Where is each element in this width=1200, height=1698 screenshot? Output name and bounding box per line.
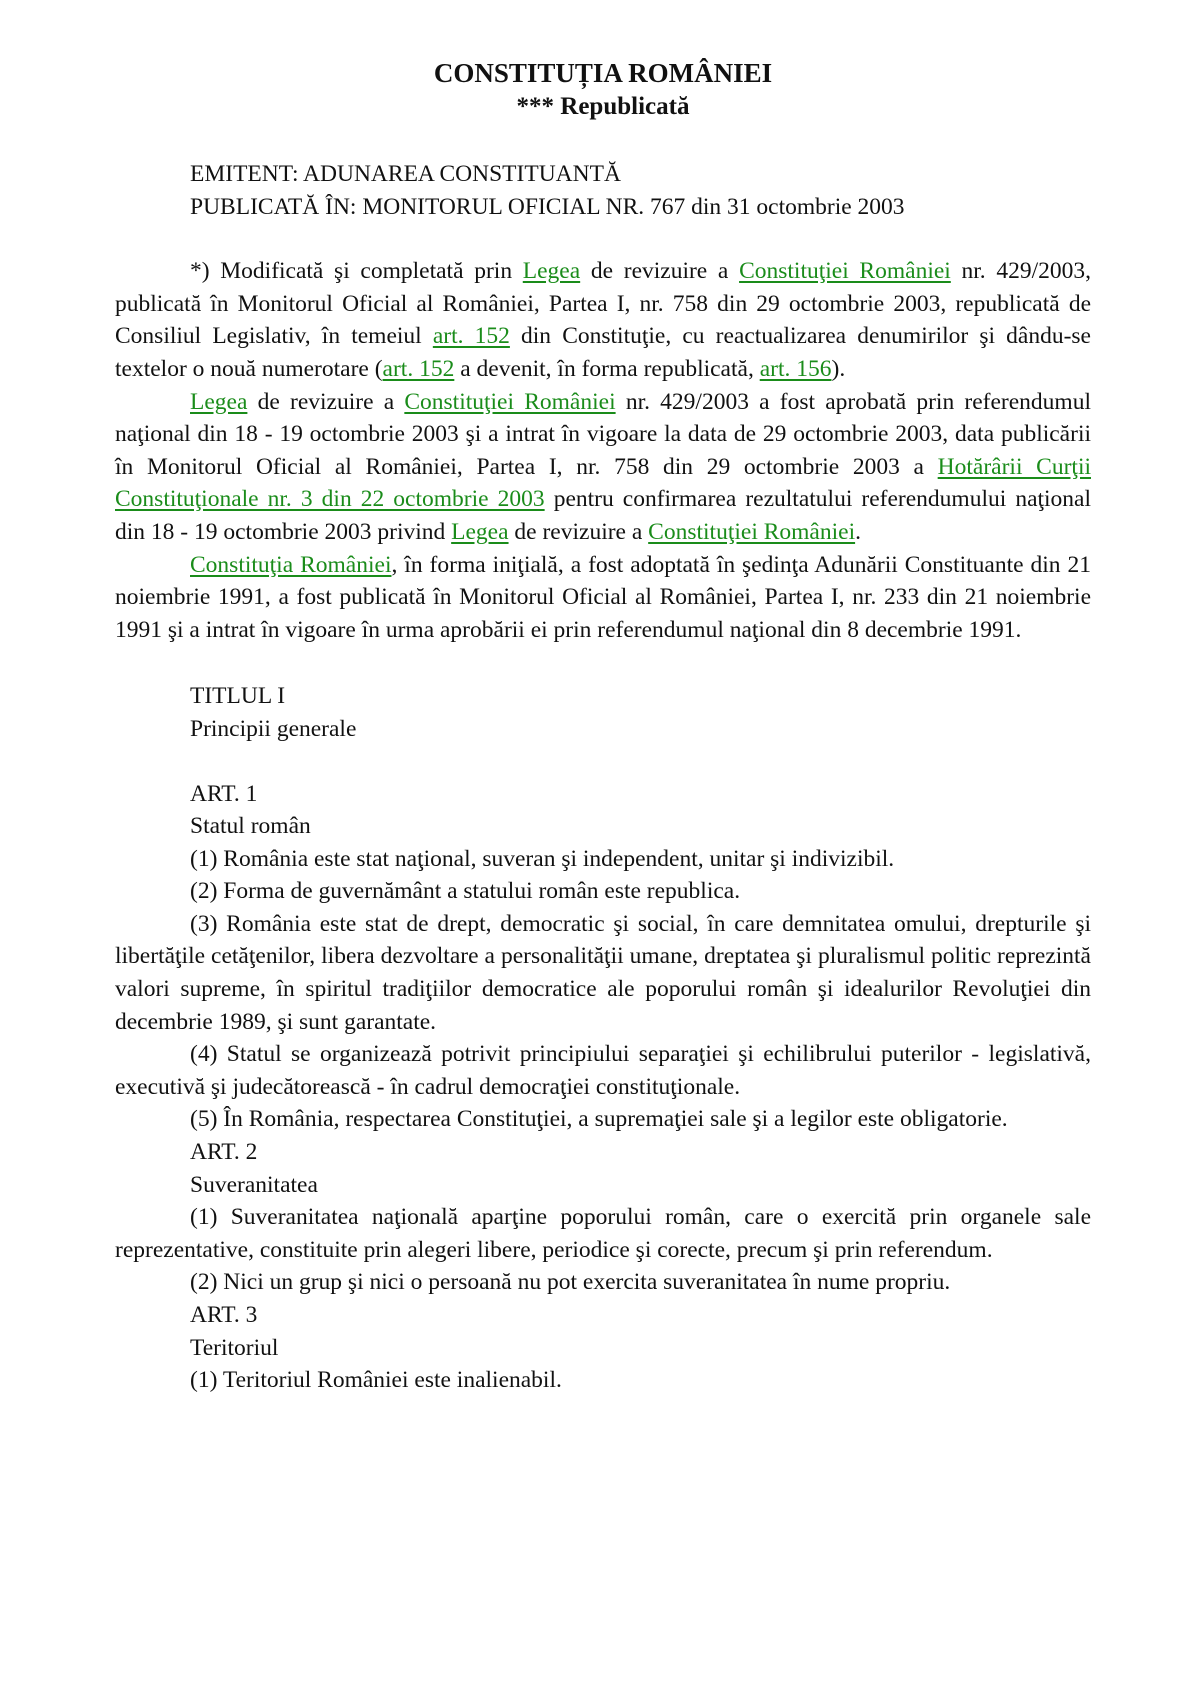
article-name: Suveranitatea xyxy=(190,1171,318,1198)
link-constitutia-romaniei[interactable]: Constituţiei României xyxy=(648,518,856,545)
article-paragraph: (5) În România, respectarea Constituţiei, a supremaţiei sale şi a legilor este obligatorie. xyxy=(190,1106,1008,1133)
article-paragraph: (2) Nici un grup şi nici o persoană nu pot exercita suveranitatea în nume propriu. xyxy=(190,1269,951,1296)
publication-line: PUBLICATĂ ÎN: MONITORUL OFICIAL NR. 767 din 31 octombrie 2003 xyxy=(190,193,905,220)
link-constitutia-romaniei[interactable]: Constituţiei României xyxy=(404,388,616,415)
link-legea[interactable]: Legea xyxy=(522,258,581,285)
link-art-152[interactable]: art. 152 xyxy=(432,323,510,350)
document-title: CONSTITUȚIA ROMÂNIEI xyxy=(433,58,773,88)
article-paragraph: (1) Suveranitatea naţională aparţine poporului român, care o exercită prin organele sale reprezentative, constituite prin alegeri libere, periodice şi corecte, precum şi prin referendum. xyxy=(115,1204,1091,1263)
article-name: Statul român xyxy=(190,813,311,840)
link-legea[interactable]: Legea xyxy=(451,518,509,545)
document-header xyxy=(115,56,1091,124)
intro-paragraph-2: Legea de revizuire a Constituţiei României nr. 429/2003 a fost aprobată prin referendumul naţional din 18 - 19 octombrie 2003 şi a intrat în vigoare la data de 29 octombrie 2003, data publicării în Monitorul Oficial al României, Partea I, nr. 758 din 29 octombrie 2003 a Hotărârii Curţii Constituţionale nr. 3 din 22 octombrie 2003 pentru confirmarea rezultatului referendumului naţional din 18 - 19 octombrie 2003 privind Legea de revizuire a Constituţiei României. xyxy=(115,388,1092,545)
link-hotararea-curtii-constitutionale[interactable]: Hotărârii Curţii Constituţionale nr. 3 din 22 octombrie 2003 xyxy=(115,453,1091,513)
emitent-line: EMITENT: ADUNAREA CONSTITUANTĂ xyxy=(190,161,621,187)
article-label: ART. 1 xyxy=(190,780,258,807)
article-label: ART. 2 xyxy=(190,1139,258,1166)
document-meta xyxy=(115,158,1091,223)
article-paragraph: (1) Teritoriul României este inalienabil. xyxy=(190,1367,562,1394)
article-paragraph: (3) România este stat de drept, democratic şi social, în care demnitatea omului, drepturile şi libertăţile cetăţenilor, libera dezvoltare a personalităţii umane, dreptatea şi pluralismul politic reprezintă valori supreme, în spiritul tradiţiilor democratice ale poporului român şi idealurilor Revoluţiei din decembrie 1989, şi sunt garantate. xyxy=(115,910,1091,1035)
article-paragraph: (4) Statul se organizează potrivit principiului separaţiei şi echilibrului puterilor - legislativă, executivă şi judecătorească - în cadrul democraţiei constituţionale. xyxy=(115,1041,1091,1100)
link-constitutia-romaniei[interactable]: Constituţia României xyxy=(190,551,392,578)
intro-paragraph-1: *) Modificată şi completată prin Legea de revizuire a Constituţiei României nr. 429/2003, publicată în Monitorul Oficial al României, Partea I, nr. 758 din 29 octombrie 2003, republicată de Consiliul Legislativ, în temeiul art. 152 din Constituţie, cu reactualizarea denumirilor şi dându-se textelor o nouă numerotare (art. 152 a devenit, în forma republicată, art. 156). xyxy=(115,258,1092,382)
article-name: Teritoriul xyxy=(190,1334,279,1361)
link-art-156[interactable]: art. 156 xyxy=(759,355,832,382)
article-label: ART. 3 xyxy=(190,1302,258,1328)
link-art-152[interactable]: art. 152 xyxy=(382,355,455,382)
article-paragraph: (2) Forma de guvernământ a statului român este republica. xyxy=(190,878,741,905)
link-constitutia-romaniei[interactable]: Constituţiei României xyxy=(739,258,951,285)
article-paragraph: (1) România este stat naţional, suveran şi independent, unitar şi indivizibil. xyxy=(190,845,895,872)
document-subtitle: *** Republicată xyxy=(516,93,690,120)
link-legea[interactable]: Legea xyxy=(190,388,248,415)
title-name: Principii generale xyxy=(190,715,357,742)
title-label: TITLUL I xyxy=(190,683,286,710)
intro-paragraph-3: Constituţia României, în forma iniţială, a fost adoptată în şedinţa Adunării Constituante din 21 noiembrie 1991, a fost publicată în Monitorul Oficial al României, Partea I, nr. 233 din 21 noiembrie 1991 şi a intrat în vigoare în urma aprobării ei prin referendumul naţional din 8 decembrie 1991. xyxy=(115,551,1091,643)
